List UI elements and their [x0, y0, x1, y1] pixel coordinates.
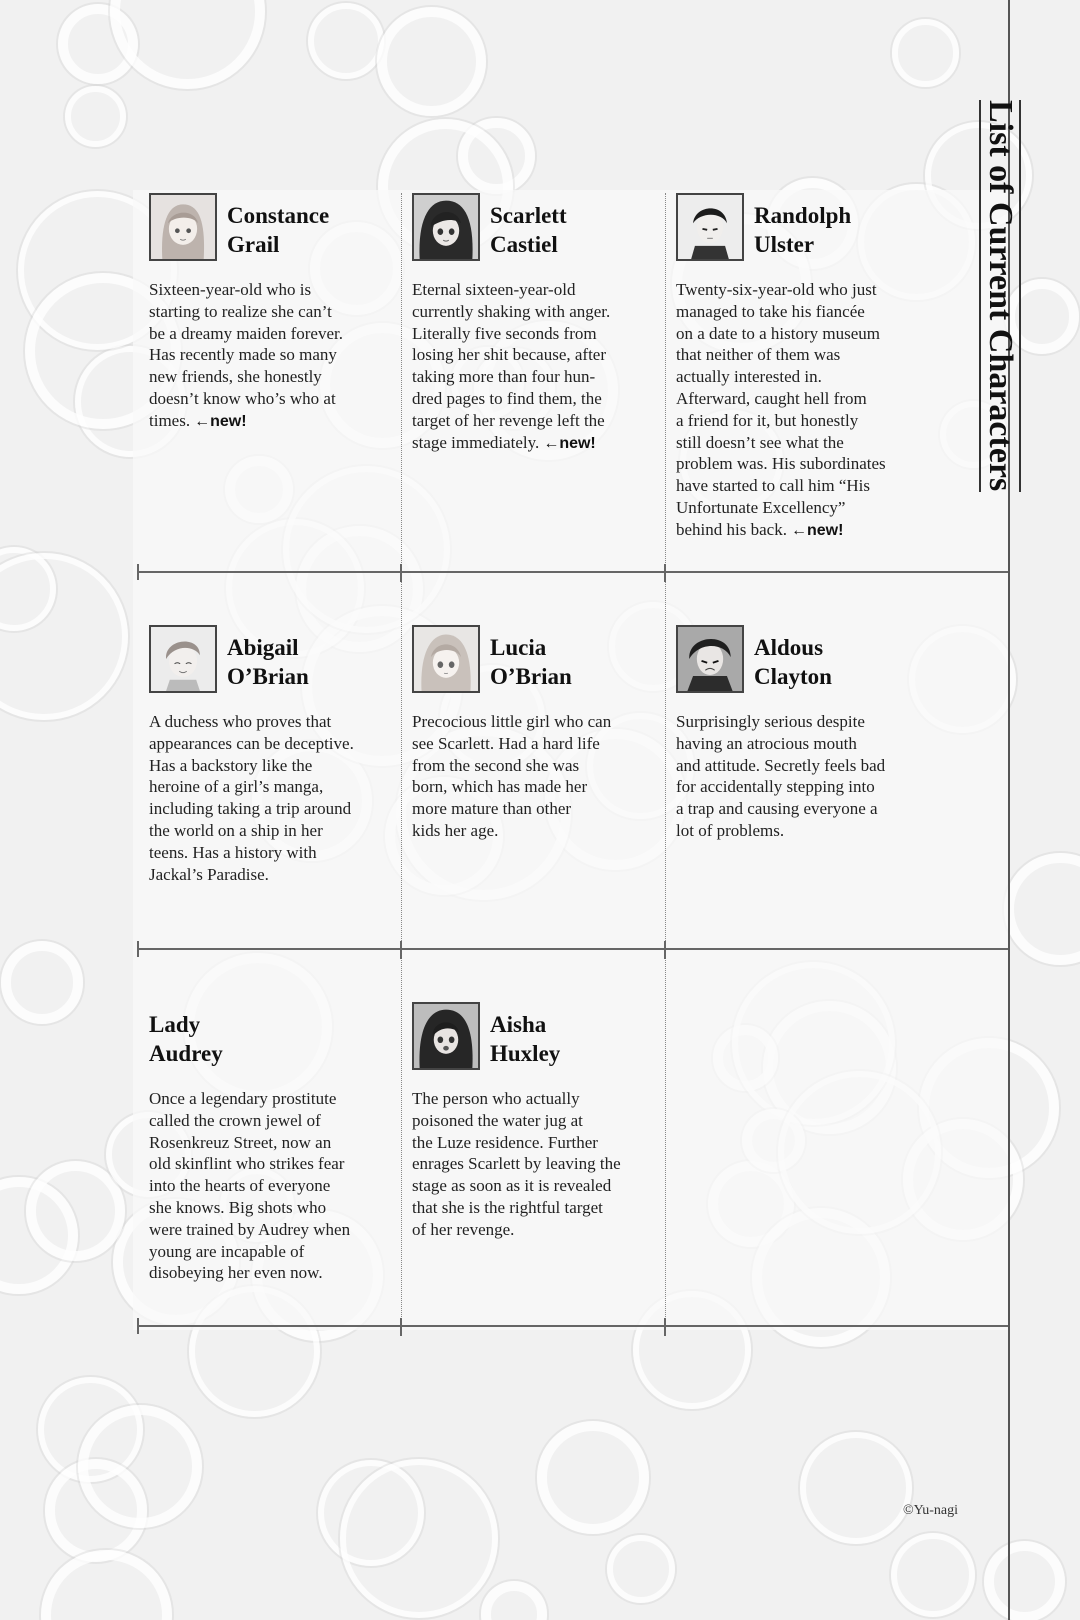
lucia-portrait	[412, 625, 480, 693]
description-line: Literally five seconds from	[412, 323, 597, 343]
character-description	[149, 711, 389, 885]
character-description	[412, 1088, 652, 1241]
description-line: she knows. Big shots who	[149, 1197, 327, 1217]
character-card-constance	[149, 193, 389, 433]
ornament-swirl	[0, 553, 128, 720]
scarlett-portrait	[412, 193, 480, 261]
grid-tick	[664, 1318, 666, 1336]
new-badge: ←new!	[543, 434, 596, 452]
description-line: A duchess who proves that	[149, 712, 332, 731]
description-line: Unfortunate Excellency”	[676, 497, 846, 517]
character-card-abigail	[149, 625, 389, 885]
ornament-swirl	[1004, 853, 1080, 966]
description-line: Sixteen-year-old who is	[149, 280, 312, 299]
side-title-text: List of Current Characters	[979, 100, 1021, 491]
description-line: more mature than other	[412, 799, 572, 819]
ornament-swirl	[481, 1581, 547, 1620]
description-line: problem was. His subordinates	[676, 454, 886, 474]
description-line: the world on a ship in her	[149, 820, 323, 840]
grid-tick	[664, 941, 666, 959]
description-line: target of her revenge left the	[412, 410, 605, 430]
grid-tick	[400, 941, 402, 959]
description-line: Rosenkreuz Street, now an	[149, 1132, 332, 1152]
side-title	[978, 88, 1022, 504]
row-divider-3	[137, 1325, 1008, 1327]
description-line: new friends, she honestly	[149, 367, 322, 387]
description-line: born, which has made her	[412, 777, 588, 797]
description-line: managed to take his fiancée	[676, 301, 865, 321]
character-name: Randolph Ulster	[754, 203, 852, 257]
description-line: Eternal sixteen-year-old	[412, 280, 576, 299]
character-name: Constance Grail	[227, 203, 330, 257]
description-line: teens. Has a history with	[149, 842, 317, 862]
ornament-swirl	[607, 1535, 675, 1603]
randolph-portrait	[676, 193, 744, 261]
description-line: The person who actually	[412, 1089, 580, 1108]
description-line: that she is the rightful target	[412, 1197, 603, 1217]
description-line: Afterward, caught hell from	[676, 388, 867, 408]
character-name: Lady Audrey	[149, 1012, 223, 1066]
abigail-portrait	[149, 625, 217, 693]
ornament-swirl	[308, 3, 384, 79]
column-divider-2	[665, 193, 666, 1327]
description-line: Twenty-six-year-old who just	[676, 280, 877, 299]
grid-tick	[664, 564, 666, 582]
description-line: and attitude. Secretly feels bad	[676, 755, 886, 775]
description-line: Has recently made so many	[149, 345, 337, 365]
ornament-swirl	[537, 1421, 650, 1534]
description-line: including taking a trip around	[149, 799, 352, 819]
ornament-swirl	[377, 7, 486, 116]
character-card-audrey	[149, 1002, 389, 1284]
description-line: appearances can be deceptive.	[149, 733, 354, 753]
ornament-swirl	[41, 1550, 171, 1620]
description-line: stage as soon as it is revealed	[412, 1176, 612, 1196]
description-line: currently shaking with anger.	[412, 301, 611, 321]
aldous-portrait	[676, 625, 744, 693]
description-line: dred pages to find them, the	[412, 388, 602, 408]
ornament-swirl	[891, 1533, 975, 1617]
description-line: heroine of a girl’s manga,	[149, 777, 324, 797]
ornament-swirl	[65, 86, 126, 147]
description-line: have started to call him “His	[676, 476, 871, 496]
ornament-swirl	[26, 1161, 126, 1261]
description-line: starting to realize she can’t	[149, 301, 332, 321]
character-description	[149, 1088, 389, 1284]
aisha-portrait	[412, 1002, 480, 1070]
character-description	[676, 711, 916, 842]
character-card-scarlett	[412, 193, 652, 454]
description-line: stage immediately. ←new!	[412, 432, 596, 452]
description-line: kids her age.	[412, 820, 499, 840]
description-line: for accidentally stepping into	[676, 777, 875, 797]
description-line: Has a backstory like the	[149, 755, 313, 775]
grid-tick	[400, 1318, 402, 1336]
character-name: Aisha Huxley	[490, 1012, 561, 1066]
character-description	[412, 279, 652, 454]
ornament-swirl	[892, 19, 959, 86]
description-line: taking more than four hun-	[412, 367, 596, 387]
description-line: young are incapable of	[149, 1241, 305, 1261]
new-badge: ←new!	[194, 412, 247, 430]
row-divider-2	[137, 948, 1008, 950]
row-divider-1	[137, 571, 1008, 573]
constance-portrait	[149, 193, 217, 261]
description-line: Once a legendary prostitute	[149, 1089, 337, 1108]
description-line: Jackal’s Paradise.	[149, 864, 269, 884]
ornament-swirl	[984, 1541, 1065, 1620]
description-line: having an atrocious mouth	[676, 733, 857, 753]
ornament-swirl	[800, 1432, 912, 1544]
description-line: lot of problems.	[676, 820, 785, 840]
character-description	[149, 279, 389, 433]
description-line: of her revenge.	[412, 1219, 515, 1239]
description-line: that neither of them was	[676, 345, 841, 365]
character-card-aisha	[412, 1002, 652, 1241]
description-line: on a date to a history museum	[676, 323, 880, 343]
description-line: disobeying her even now.	[149, 1263, 323, 1283]
character-description	[412, 711, 652, 842]
description-line: enrages Scarlett by leaving the	[412, 1154, 621, 1174]
character-card-randolph	[676, 193, 916, 542]
ornament-swirl	[110, 0, 265, 89]
description-line: a trap and causing everyone a	[676, 799, 878, 819]
character-card-aldous	[676, 625, 916, 842]
description-line: Surprisingly serious despite	[676, 712, 865, 731]
description-line: the Luze residence. Further	[412, 1132, 598, 1152]
description-line: be a dreamy maiden forever.	[149, 323, 343, 343]
description-line: were trained by Audrey when	[149, 1219, 351, 1239]
character-name: Aldous Clayton	[754, 635, 832, 689]
description-line: called the crown jewel of	[149, 1110, 321, 1130]
character-name: Lucia O’Brian	[490, 635, 572, 689]
description-line: a friend for it, but honestly	[676, 410, 859, 430]
description-line: losing her shit because, after	[412, 345, 607, 365]
description-line: old skinflint who strikes fear	[149, 1154, 345, 1174]
description-line: into the hearts of everyone	[149, 1176, 331, 1196]
description-line: see Scarlett. Had a hard life	[412, 733, 600, 753]
ornament-swirl	[78, 1405, 201, 1528]
new-badge: ←new!	[790, 521, 844, 539]
description-line: doesn’t know who’s who at	[149, 388, 336, 408]
description-line: times. ←new!	[149, 410, 247, 430]
description-line: Precocious little girl who can	[412, 712, 612, 731]
ornament-swirl	[340, 1459, 498, 1617]
character-name: Scarlett Castiel	[490, 203, 567, 257]
column-divider-1	[401, 193, 402, 1327]
copyright-notice: ©Yu-nagi	[903, 1503, 958, 1518]
character-card-lucia	[412, 625, 652, 842]
description-line: still doesn’t see what the	[676, 432, 844, 452]
character-name: Abigail O’Brian	[227, 635, 309, 689]
grid-tick	[400, 564, 402, 582]
description-line: behind his back. ←new!	[676, 519, 844, 539]
description-line: from the second she was	[412, 755, 580, 775]
description-line: poisoned the water jug at	[412, 1110, 583, 1130]
description-line: actually interested in.	[676, 367, 822, 387]
character-description	[676, 279, 916, 542]
ornament-swirl	[1, 941, 83, 1023]
